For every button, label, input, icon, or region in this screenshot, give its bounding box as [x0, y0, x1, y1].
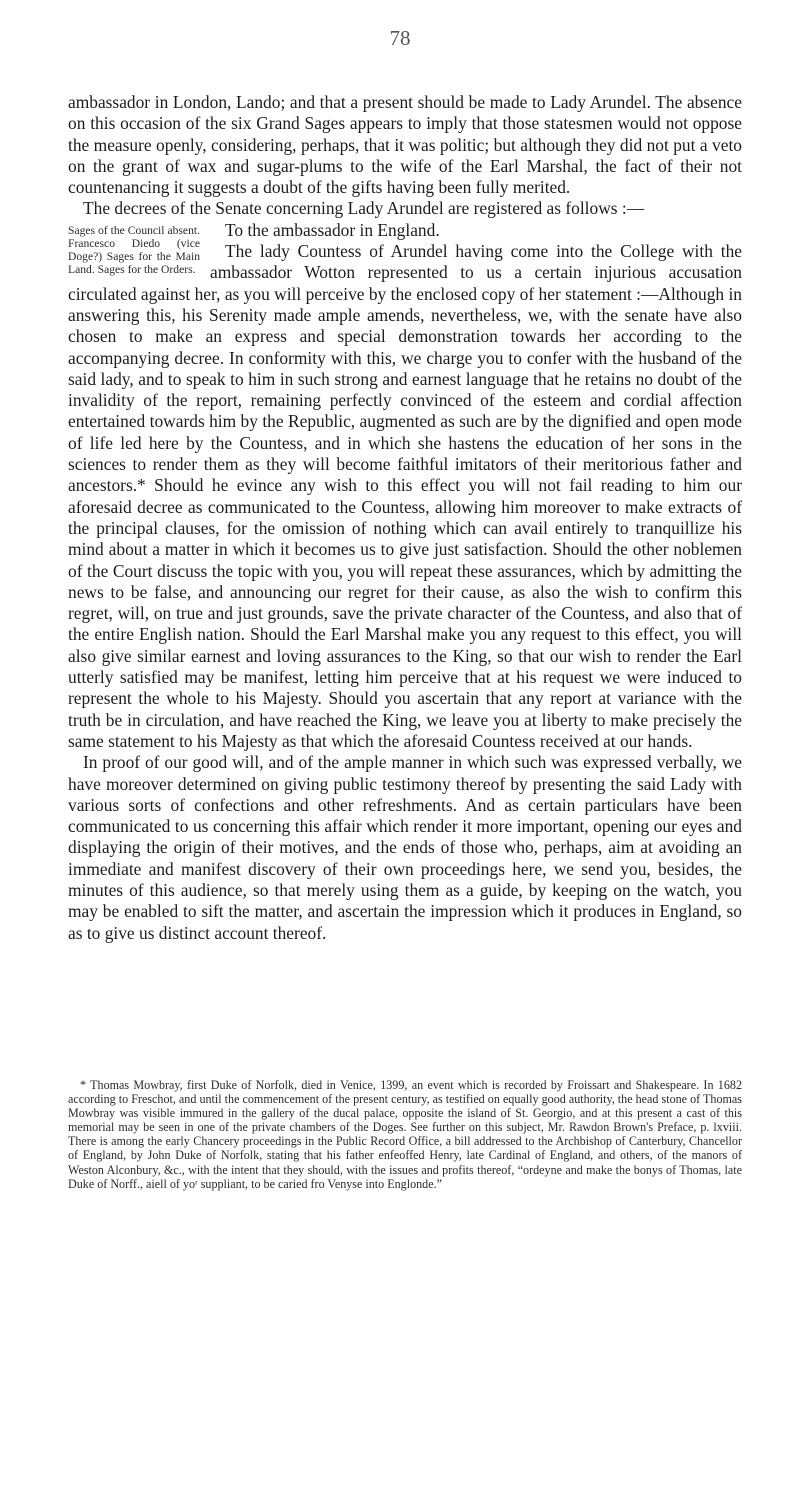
margin-note: Sages of the Council absent. Francesco Diedo (vice Doge?) Sages for the Main Land. Sages for the Orders. — [68, 223, 200, 277]
footnote-1: * Thomas Mowbray, first Duke of Norfolk, died in Venice, 1399, an event which is recorded by Froissart and Shakespeare. In 1682 according to Freschot, and until the commencement of the present century, as testified on equally good authority, the head stone of Thomas Mowbray was visible immured in the gallery of the ducal palace, opposite the island of St. Georgio, and at this present a cast of this memorial may be seen in one of the private chambers of the Doges. See further on this subject, Mr. Rawdon Brown's Preface, p. lxviii. There is among the early Chancery proceedings in the Public Record Office, a bill addressed to the Archbishop of Canterbury, Chancellor of England, by John Duke of Norfolk, stating that his father enfeoffed Henry, late Cardinal of England, and others, of the manors of Weston Alconbury, &c., with the intent that they should, with the issues and profits thereof, “ordeyne and make the bonys of Thomas, late Duke of Norff., aiell of yoʳ suppliant, to be caried fro Venyse into Englonde.” — [68, 1078, 742, 1191]
footnotes — [68, 1078, 742, 1191]
letter-body: The lady Countess of Arundel having come into the College with the ambassador Wotton represented to us a certain injurious accusation circulated against her, as you will perceive by the enclosed copy of her statement :—Although in answering this, his Serenity made ample amends, nevertheless, we, with the senate have also chosen to make an express and special demonstration towards her according to the accompanying decree. In conformity with this, we charge you to confer with the husband of the said lady, and to speak to him in such strong and earnest language that he retains no doubt of the invalidity of the report, remaining perfectly convinced of the esteem and cordial affection entertained towards him by the Republic, augmented as such are by the dignified and open mode of life led here by the Countess, and in which she hastens the education of her sons in the sciences to render them as they will become faithful imitators of their meritorious father and ancestors.* Should he evince any wish to this effect you will not fail reading to him our aforesaid decree as communicated to the Countess, allowing him moreover to make extracts of the principal clauses, for the omission of nothing which can avail entirely to tranquillize his mind about a matter in which it becomes us to give just satisfaction. Should the other noblemen of the Court discuss the topic with you, you will repeat these assurances, which by admitting the news to be false, and announcing our regret for their cause, as also the wish to confirm this regret, will, on true and just grounds, save the private character of the Countess, and also that of the entire English nation. Should the Earl Marshal make you any request to this effect, you will also give similar earnest and loving assurances to the King, so that our wish to render the Earl utterly satisfied may be manifest, letting him perceive that at his request we were induced to represent the whole to his Majesty. Should you ascertain that any report at variance with the truth be in circulation, and have reached the King, we leave you at liberty to make precisely the same statement to his Majesty as that which the aforesaid Countess received at our hands. — [68, 241, 742, 751]
letter-block — [68, 220, 742, 752]
paragraph-4: In proof of our good will, and of the ample manner in which such was expressed verbally, we have moreover determined on giving public testimony thereof by presenting the said Lady with various sorts of confections and other refreshments. And as certain particulars have been communicated to us concerning this affair which render it more important, opening our eyes and displaying the origin of their motives, and the ends of those who, perhaps, aim at avoiding an immediate and manifest discovery of their own proceedings here, we send you, besides, the minutes of this audience, so that merely using them as a guide, by keeping on the watch, you may be enabled to sift the matter, and ascertain the impression which it produces in England, so as to give us distinct account thereof. — [68, 752, 742, 943]
page-number: 78 — [389, 26, 411, 50]
body-text — [68, 92, 742, 944]
paragraph-2: The decrees of the Senate concerning Lady Arundel are registered as follows :— — [83, 198, 645, 219]
paragraph-1: ambassador in London, Lando; and that a present should be made to Lady Arundel. The absence on this occasion of the six Grand Sages appears to imply that those statesmen would not oppose the measure openly, considering, perhaps, that it was politic; but although they did not put a veto on the grant of wax and sugar-plums to the wife of the Earl Marshal, the fact of their not countenancing it suggests a doubt of the gifts having been fully merited. — [68, 92, 742, 198]
letter-heading: To the ambassador in England. — [225, 219, 440, 240]
